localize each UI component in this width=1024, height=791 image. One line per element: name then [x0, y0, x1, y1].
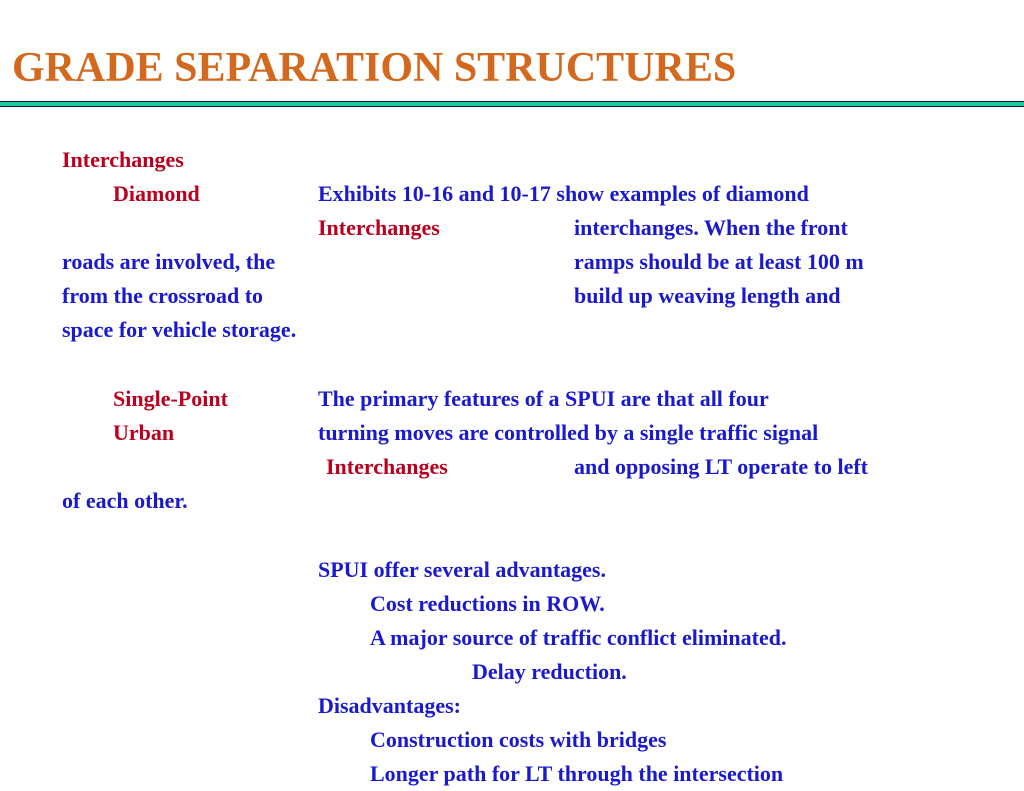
diamond-text-line: build up weaving length and	[574, 283, 841, 308]
spui-text-line: of each other.	[62, 488, 188, 513]
diamond-text-line: Exhibits 10-16 and 10-17 show examples of diamond	[318, 181, 809, 206]
spui-label-single-point: Single-Point	[113, 386, 228, 411]
spui-label-urban: Urban	[113, 420, 175, 445]
slide-title: GRADE SEPARATION STRUCTURES	[12, 45, 737, 91]
diamond-text-line: space for vehicle storage.	[62, 317, 297, 342]
diamond-text-line: from the crossroad to	[62, 283, 264, 308]
disadvantage-item: Construction costs with bridges	[370, 727, 667, 752]
advantage-item: Cost reductions in ROW.	[370, 591, 605, 616]
diamond-label-interchanges: Interchanges	[318, 215, 440, 240]
advantage-item: Delay reduction.	[472, 659, 627, 684]
diamond-text-line: ramps should be at least 100 m	[574, 249, 864, 274]
title-divider	[0, 101, 1024, 107]
disadvantage-item: Longer path for LT through the intersection	[370, 761, 784, 786]
spui-text-line: The primary features of a SPUI are that all four	[318, 386, 769, 411]
diamond-label: Diamond	[113, 181, 200, 206]
disadvantages-heading: Disadvantages:	[318, 693, 462, 718]
spui-label-interchanges: Interchanges	[326, 454, 448, 479]
diamond-text-line: roads are involved, the	[62, 249, 276, 274]
advantages-intro: SPUI offer several advantages.	[318, 557, 606, 582]
spui-text-line: turning moves are controlled by a single traffic signal	[318, 420, 819, 445]
spui-text-line: and opposing LT operate to left	[574, 454, 868, 479]
advantage-item: A major source of traffic conflict eliminated.	[370, 625, 787, 650]
diamond-text-line: interchanges. When the front	[574, 215, 848, 240]
section-heading-interchanges: Interchanges	[62, 147, 184, 172]
